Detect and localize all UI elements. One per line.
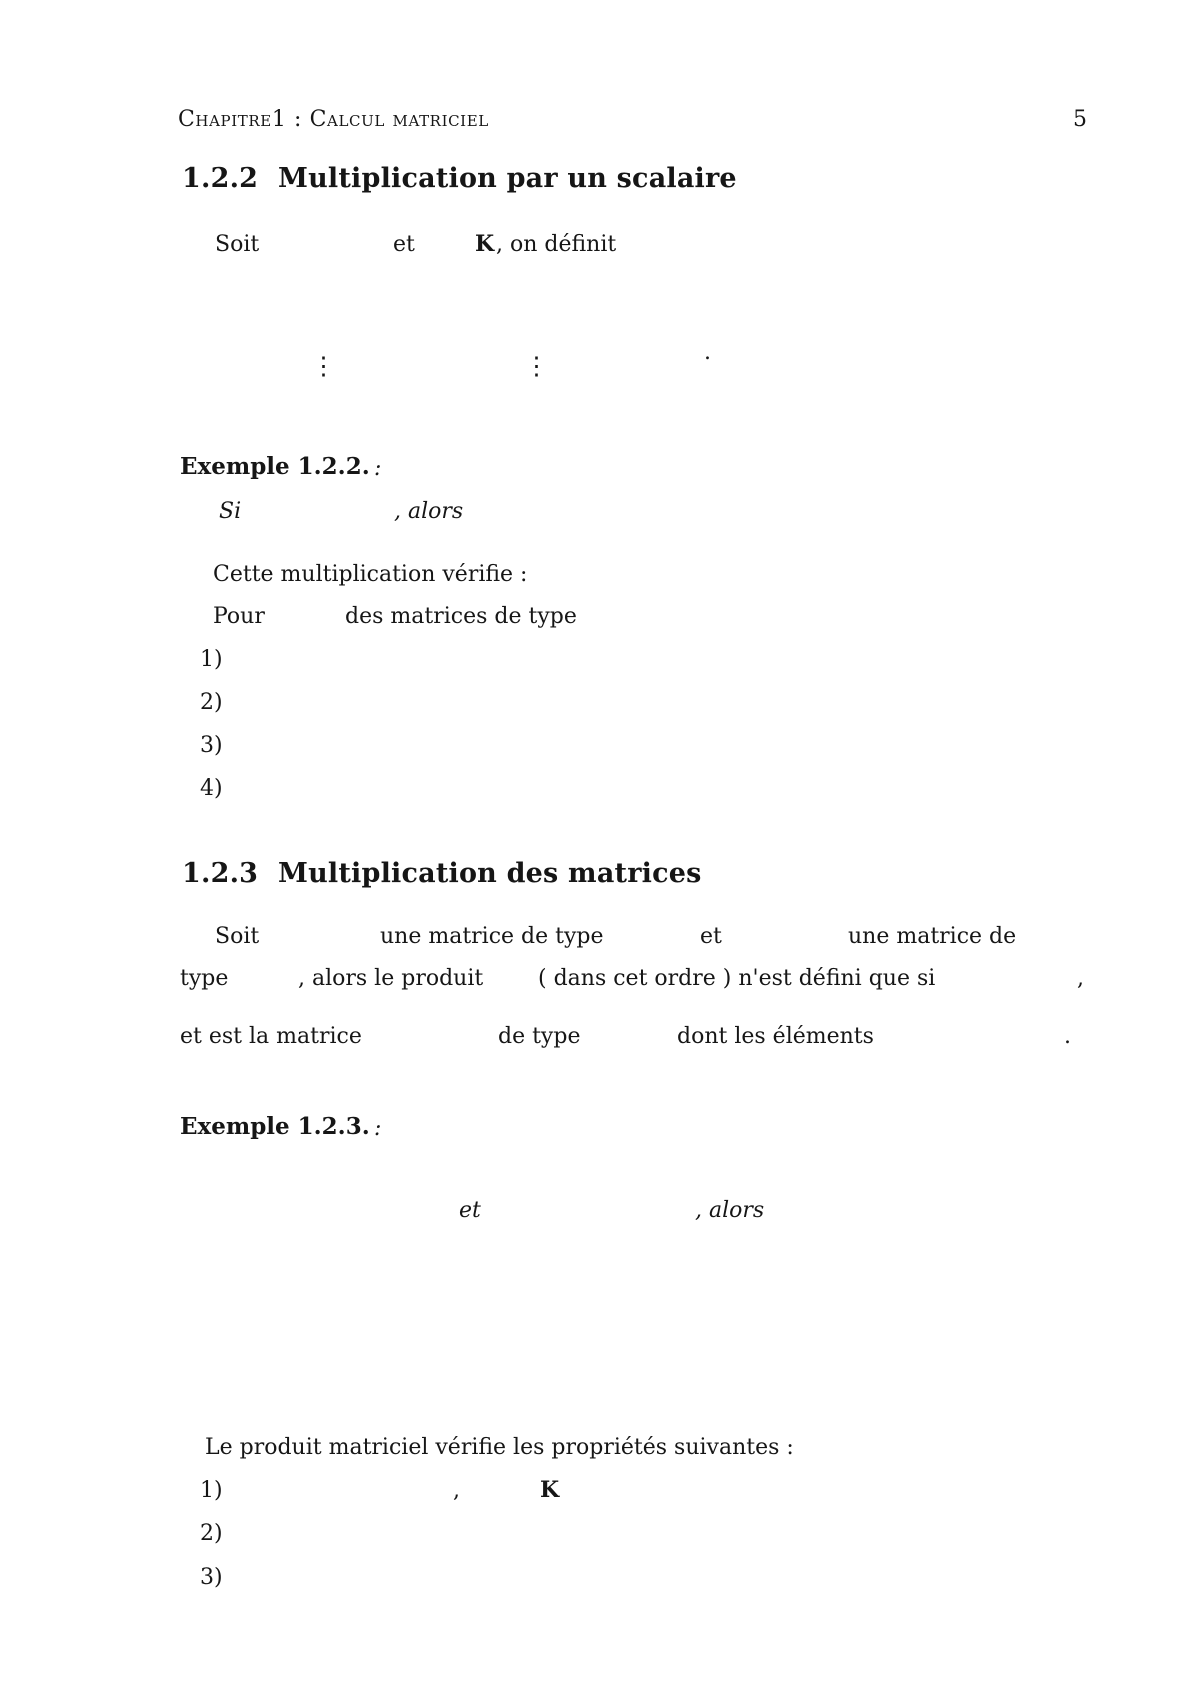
para-l3-de-type: de type bbox=[498, 1024, 581, 1049]
product-item-1-comma: , bbox=[453, 1478, 460, 1503]
para-l3-period: . bbox=[1064, 1024, 1071, 1049]
intro-et: et bbox=[393, 232, 415, 257]
para-l2-alors-produit: , alors le produit bbox=[298, 966, 484, 991]
para-l1-une-matrice-de: une matrice de bbox=[848, 924, 1017, 949]
para-l2-ordre: ( dans cet ordre ) n'est défini que si bbox=[538, 966, 936, 991]
para-l1-soit: Soit bbox=[215, 924, 260, 949]
product-item-1: 1) bbox=[200, 1478, 223, 1503]
example-122-si: Si bbox=[219, 499, 242, 524]
props-item-2: 2) bbox=[200, 690, 223, 715]
props-intro: Cette multiplication vérifie : bbox=[213, 562, 528, 587]
para-l3-et-est: et est la matrice bbox=[180, 1024, 362, 1049]
example-123-alors: , alors bbox=[695, 1198, 765, 1223]
props-des-matrices: des matrices de type bbox=[345, 604, 577, 629]
para-l2-type: type bbox=[180, 966, 229, 991]
product-props-intro: Le produit matriciel vérifie les propriétés suivantes : bbox=[205, 1435, 794, 1460]
intro-soit: Soit bbox=[215, 232, 260, 257]
para-l1-et: et bbox=[700, 924, 722, 949]
intro-field-k: K bbox=[475, 231, 495, 257]
example-123-colon: : bbox=[374, 1116, 382, 1141]
product-item-3: 3) bbox=[200, 1565, 223, 1590]
formula-vdots-left: ⋮ bbox=[311, 351, 336, 380]
para-l3-dont: dont les éléments bbox=[677, 1024, 874, 1049]
product-item-1-field-k: K bbox=[540, 1477, 560, 1503]
para-l1-une-matrice-type: une matrice de type bbox=[380, 924, 604, 949]
running-header: Chapitre1 : Calcul matriciel bbox=[178, 107, 489, 132]
section-123-title: Multiplication des matrices bbox=[278, 858, 702, 889]
example-122-label: Exemple 1.2.2. bbox=[180, 453, 370, 480]
example-122-colon: : bbox=[374, 456, 382, 481]
section-123-number: 1.2.3 bbox=[182, 858, 259, 889]
props-item-1: 1) bbox=[200, 647, 223, 672]
example-122-alors: , alors bbox=[394, 499, 464, 524]
section-122-title: Multiplication par un scalaire bbox=[278, 163, 737, 194]
formula-vdots-right: ⋮ bbox=[524, 351, 549, 380]
para-l2-comma: , bbox=[1077, 966, 1084, 991]
example-123-et: et bbox=[459, 1198, 481, 1223]
props-item-4: 4) bbox=[200, 776, 223, 801]
formula-period: . bbox=[704, 340, 711, 365]
props-pour: Pour bbox=[213, 604, 265, 629]
intro-on-definit: , on définit bbox=[496, 232, 617, 257]
product-item-2: 2) bbox=[200, 1521, 223, 1546]
example-123-label: Exemple 1.2.3. bbox=[180, 1113, 370, 1140]
section-122-number: 1.2.2 bbox=[182, 163, 259, 194]
page-number: 5 bbox=[1073, 107, 1087, 132]
props-item-3: 3) bbox=[200, 733, 223, 758]
